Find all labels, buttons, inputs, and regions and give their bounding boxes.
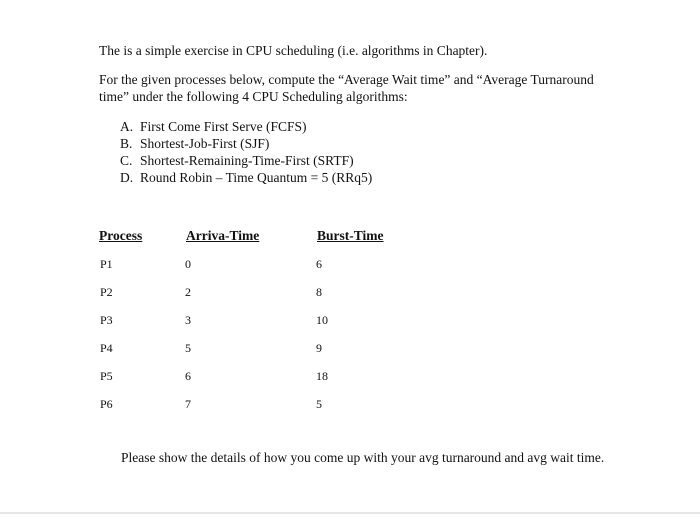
process-cell: P6 [100,397,113,411]
algorithm-item-sjf [120,136,269,152]
burst-cell: 8 [316,285,322,299]
process-cell: P3 [100,313,113,327]
burst-cell: 9 [316,341,322,355]
column-header-process: Process [99,228,143,243]
burst-cell: 10 [316,313,328,327]
burst-cell: 18 [316,369,328,383]
process-cell: P1 [100,257,113,271]
question-text-line-2: time” under the following 4 CPU Scheduling algorithms: [99,89,408,104]
algorithm-label: First Come First Serve (FCFS) [140,119,307,134]
algorithm-label: Shortest-Remaining-Time-First (SRTF) [140,153,354,168]
process-cell: P5 [100,369,113,383]
algorithm-item-fcfs [120,119,307,135]
instruction-footer: Please show the details of how you come up with your avg turnaround and avg wait time. [121,450,605,465]
arrival-cell: 7 [185,397,191,411]
question-text-line-1: For the given processes below, compute the “Average Wait time” and “Average Turnaround [99,72,594,87]
arrival-cell: 5 [185,341,191,355]
algorithm-label: Shortest-Job-First (SJF) [140,136,270,151]
algorithm-item-srtf [120,153,354,169]
burst-cell: 6 [316,257,322,271]
arrival-cell: 2 [185,285,191,299]
algorithm-letter: D. [120,170,134,185]
algorithm-letter: C. [120,153,133,168]
arrival-cell: 0 [185,257,191,271]
algorithm-item-round-robin [120,170,372,186]
column-header-burst-time: Burst-Time [317,228,384,243]
intro-text: The is a simple exercise in CPU scheduling (i.e. algorithms in Chapter). [99,43,488,58]
algorithm-letter: A. [120,119,134,134]
bottom-divider [0,512,700,514]
burst-cell: 5 [316,397,322,411]
process-cell: P2 [100,285,113,299]
arrival-cell: 3 [185,313,191,327]
algorithm-label: Round Robin – Time Quantum = 5 (RRq5) [140,170,373,185]
process-cell: P4 [100,341,113,355]
column-header-arrival-time: Arriva-Time [186,228,260,243]
algorithm-letter: B. [120,136,133,151]
arrival-cell: 6 [185,369,191,383]
